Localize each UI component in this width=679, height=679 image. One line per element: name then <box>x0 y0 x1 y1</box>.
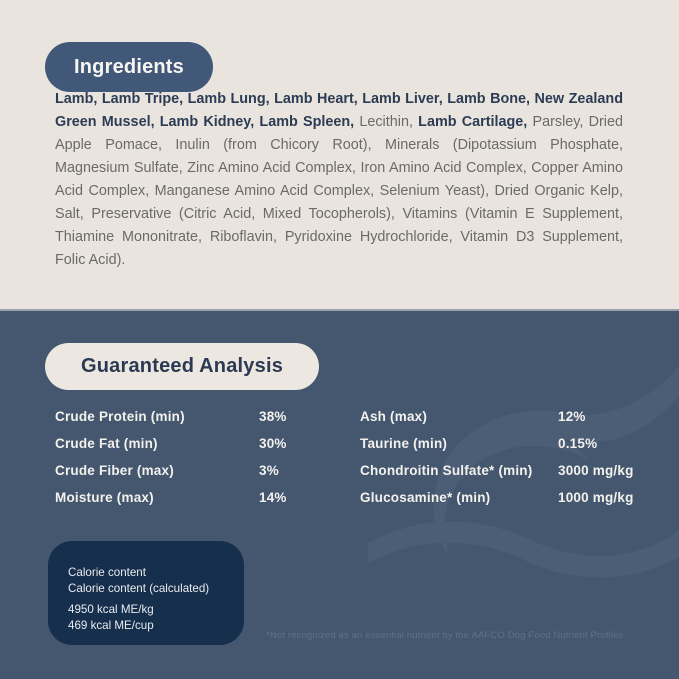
aafco-footnote: *Not recognized as an essential nutrient by the AAFCO Dog Food Nutrient Profiles <box>266 630 624 641</box>
calorie-content-label: Calorie content <box>68 566 146 579</box>
guaranteed-analysis-section <box>0 309 679 679</box>
nutrient-label: Glucosamine* (min) <box>360 490 491 505</box>
nutrient-value: 12% <box>558 409 586 424</box>
nutrient-value: 3% <box>259 463 279 478</box>
nutrient-label: Crude Fat (min) <box>55 436 158 451</box>
nutrient-value: 14% <box>259 490 287 505</box>
calorie-kcal-per-kg: 4950 kcal ME/kg <box>68 603 154 616</box>
nutrient-label: Crude Protein (min) <box>55 409 185 424</box>
ingredients-regular-part-1: Lecithin, <box>359 114 413 130</box>
ingredients-title: Ingredients <box>74 55 184 78</box>
nutrient-value: 30% <box>259 436 287 451</box>
nutrient-value: 38% <box>259 409 287 424</box>
nutrient-label: Chondroitin Sulfate* (min) <box>360 463 533 478</box>
guaranteed-analysis-badge <box>45 343 319 390</box>
guaranteed-analysis-title: Guaranteed Analysis <box>81 355 284 377</box>
nutrient-label: Taurine (min) <box>360 436 448 451</box>
nutrient-value: 1000 mg/kg <box>558 490 634 505</box>
guaranteed-analysis-table <box>55 403 657 511</box>
ingredients-section <box>0 0 679 309</box>
ingredients-bold-part-1: Lamb, Lamb Tripe, Lamb Lung, Lamb Heart, Lamb Liver, Lamb Bone, New Zealand Green Mussel, Lamb Kidney, Lamb Spleen, <box>55 91 623 130</box>
calorie-content-calculated-label: Calorie content (calculated) <box>68 581 210 595</box>
ingredients-text <box>55 88 623 272</box>
ingredients-regular-part-2: Parsley, Dried Apple Pomace, Inulin (from Chicory Root), Minerals (Dipotassium Phosphate, Magnesium Sulfate, Zinc Amino Acid Complex, Iron Amino Acid Complex, Copper Amino Acid Complex, Manganese Amino Acid Complex, Selenium Yeast), Dried Organic Kelp, Salt, Preservative (Citric Acid, Mixed Tocopherols), Vitamins (Vitamin E Supplement, Thiamine Mononitrate, Riboflavin, Pyridoxine Hydrochloride, Vitamin D3 Supplement, Folic Acid). <box>55 114 623 268</box>
nutrient-label: Moisture (max) <box>55 490 154 505</box>
nutrient-value: 3000 mg/kg <box>558 463 634 478</box>
calorie-content-box <box>48 541 244 645</box>
nutrient-value: 0.15% <box>558 436 598 451</box>
ingredients-badge <box>45 42 213 92</box>
ingredients-bold-part-2: Lamb Cartilage, <box>418 114 528 130</box>
calorie-kcal-per-cup: 469 kcal ME/cup <box>68 618 154 632</box>
nutrient-label: Ash (max) <box>360 409 428 424</box>
nutrient-label: Crude Fiber (max) <box>55 463 174 478</box>
